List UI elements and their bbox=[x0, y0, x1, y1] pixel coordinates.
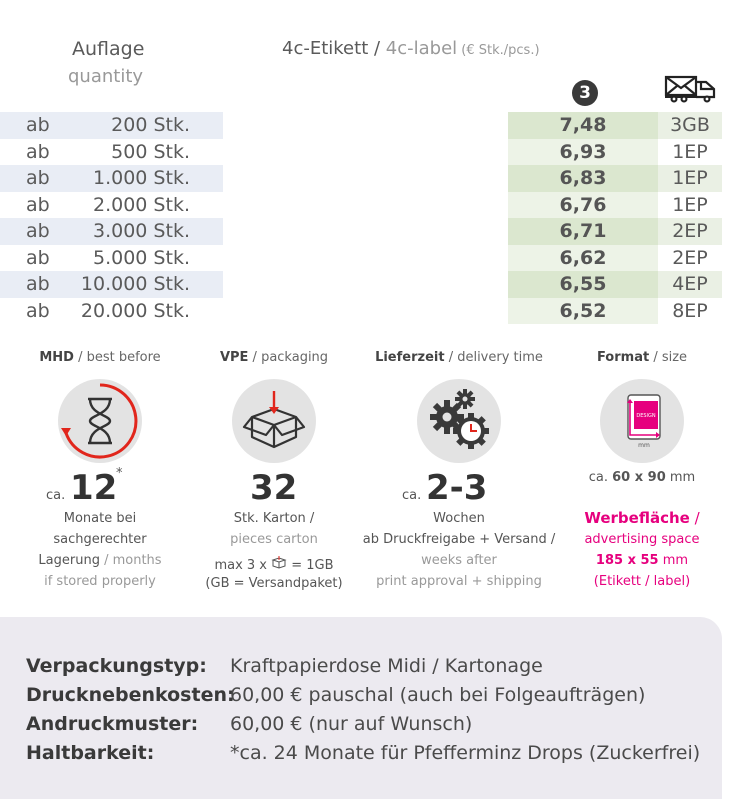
quantity-header-de: Auflage bbox=[72, 38, 145, 60]
info-row bbox=[26, 742, 700, 764]
shipping-cell: 4EP bbox=[672, 273, 708, 295]
quantity-cell: 500 Stk. bbox=[111, 140, 190, 163]
price-cell: 6,71 bbox=[559, 220, 607, 242]
format-size: ca. 60 x 90 mm bbox=[588, 470, 696, 485]
label-header-unit: (€ Stk./pcs.) bbox=[457, 43, 540, 58]
info-value: *ca. 24 Monate für Pfefferminz Drops (Zuckerfrei) bbox=[230, 742, 701, 764]
info-value: 60,00 € pauschal (auch bei Folgeaufträgen) bbox=[230, 684, 646, 706]
mhd-star: * bbox=[116, 466, 123, 481]
ab-label: ab bbox=[26, 299, 50, 322]
table-row bbox=[0, 298, 730, 325]
mhd-description: Monate bei sachgerechter Lagerung / months if stored properly bbox=[38, 511, 162, 589]
ab-label: ab bbox=[26, 140, 50, 163]
box-icon bbox=[232, 379, 316, 463]
feature-packaging bbox=[184, 350, 364, 463]
mail-truck-icon bbox=[664, 74, 718, 108]
feature-format bbox=[552, 350, 730, 463]
info-row bbox=[26, 713, 472, 735]
info-row bbox=[26, 655, 543, 677]
info-key: Haltbarkeit: bbox=[26, 742, 155, 764]
vpe-description: Stk. Karton / pieces carton max 3 x = 1GB (GB = Versandpaket) bbox=[205, 511, 343, 591]
quantity-cell: 20.000 Stk. bbox=[80, 299, 190, 322]
price-table bbox=[0, 112, 730, 324]
feature-title: MHD / best before bbox=[39, 350, 161, 365]
table-row bbox=[0, 192, 730, 219]
info-key: Andruckmuster: bbox=[26, 713, 199, 735]
quantity-cell: 3.000 Stk. bbox=[93, 220, 190, 242]
quantity-cell: 200 Stk. bbox=[111, 114, 190, 136]
ab-label: ab bbox=[26, 220, 50, 242]
info-key: Verpackungstyp: bbox=[26, 655, 207, 677]
quantity-cell: 10.000 Stk. bbox=[80, 273, 190, 295]
column-number-badge: 3 bbox=[572, 80, 598, 106]
delivery-description: Wochen ab Druckfreigabe + Versand / weeks after print approval + shipping bbox=[362, 511, 556, 589]
shipping-cell: 1EP bbox=[672, 167, 708, 189]
shipping-cell: 1EP bbox=[672, 140, 708, 163]
advertising-space: Werbefläche / advertising space 185 x 55 mm (Etikett / label) bbox=[584, 509, 700, 589]
shipping-cell: 8EP bbox=[672, 299, 708, 322]
shipping-cell: 3GB bbox=[670, 114, 710, 136]
price-cell: 6,55 bbox=[559, 273, 607, 295]
label-header-de: 4c-Etikett bbox=[282, 38, 369, 59]
price-cell: 6,93 bbox=[559, 140, 607, 163]
vpe-value: 32 bbox=[250, 468, 298, 508]
info-row bbox=[26, 684, 645, 706]
shipping-cell: 2EP bbox=[672, 246, 708, 269]
hourglass-icon bbox=[58, 379, 142, 463]
info-value: Kraftpapierdose Midi / Kartonage bbox=[230, 655, 543, 677]
table-row bbox=[0, 271, 730, 298]
price-cell: 6,62 bbox=[559, 246, 607, 269]
ab-label: ab bbox=[26, 114, 50, 136]
label-header-en: 4c-label bbox=[385, 38, 458, 59]
feature-title: VPE / packaging bbox=[219, 350, 329, 365]
quantity-cell: 5.000 Stk. bbox=[93, 246, 190, 269]
shipping-cell: 2EP bbox=[672, 220, 708, 242]
feature-title: Format / size bbox=[596, 350, 688, 365]
gears-clock-icon bbox=[417, 379, 501, 463]
quantity-cell: 1.000 Stk. bbox=[93, 167, 190, 189]
price-cell: 7,48 bbox=[559, 114, 607, 136]
price-cell: 6,83 bbox=[559, 167, 607, 189]
ab-label: ab bbox=[26, 273, 50, 295]
ab-label: ab bbox=[26, 167, 50, 189]
ab-label: ab bbox=[26, 193, 50, 216]
mini-box-icon bbox=[271, 556, 287, 575]
quantity-cell: 2.000 Stk. bbox=[93, 193, 190, 216]
price-cell: 6,76 bbox=[559, 193, 607, 216]
info-key: Drucknebenkosten: bbox=[26, 684, 235, 706]
delivery-ca: ca. bbox=[402, 488, 422, 503]
ab-label: ab bbox=[26, 246, 50, 269]
feature-title: Lieferzeit / delivery time bbox=[375, 350, 543, 365]
delivery-value: 2-3 bbox=[426, 468, 488, 508]
shipping-cell: 1EP bbox=[672, 193, 708, 216]
mhd-ca: ca. bbox=[46, 488, 66, 503]
mhd-value: 12 bbox=[70, 468, 118, 508]
label-header bbox=[282, 38, 540, 59]
format-size-icon bbox=[600, 379, 684, 463]
info-panel bbox=[0, 617, 722, 799]
table-row bbox=[0, 165, 730, 192]
feature-best-before bbox=[10, 350, 190, 463]
format-icon-design-text: DESIGN bbox=[636, 413, 656, 419]
info-value: 60,00 € (nur auf Wunsch) bbox=[230, 713, 473, 735]
feature-delivery-time bbox=[369, 350, 549, 463]
table-row bbox=[0, 112, 730, 139]
format-icon-mm-text: mm bbox=[638, 442, 650, 449]
quantity-header-en: quantity bbox=[68, 66, 144, 87]
price-cell: 6,52 bbox=[559, 299, 607, 322]
table-row bbox=[0, 245, 730, 272]
label-header-sep: / bbox=[368, 38, 386, 59]
table-row bbox=[0, 218, 730, 245]
table-row bbox=[0, 139, 730, 166]
